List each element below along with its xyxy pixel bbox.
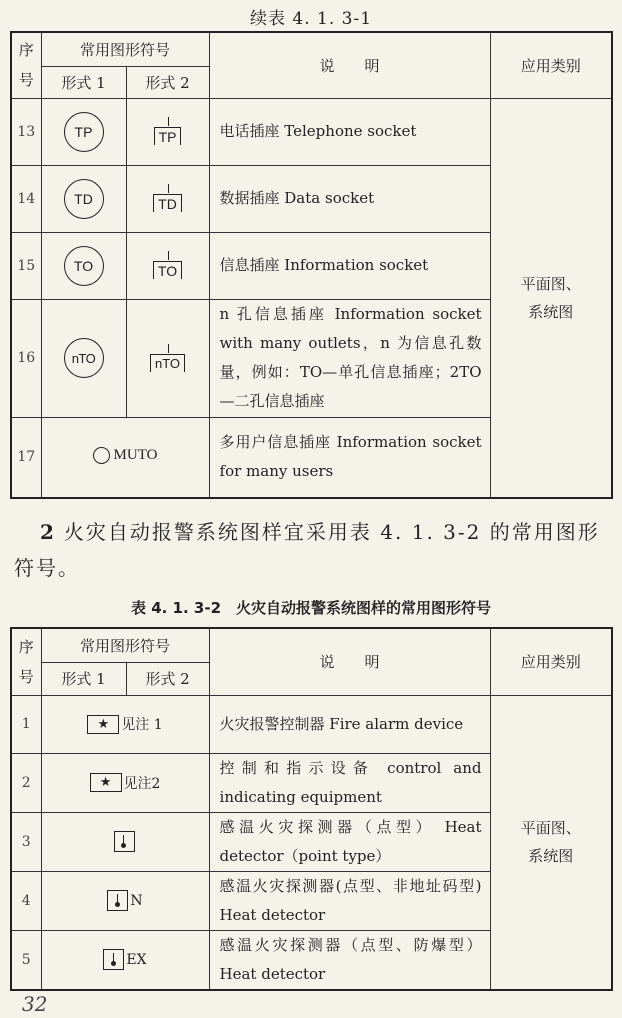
row-description: 数据插座 Data socket	[209, 165, 490, 232]
telephone-socket-symbol-alt: TP	[154, 117, 182, 146]
data-socket-symbol: TD	[64, 179, 104, 219]
row-description: 控制和指示设备 control and indicating equipment	[209, 753, 490, 812]
row-number: 3	[11, 812, 41, 871]
circle-icon	[93, 447, 110, 464]
row-description: 感温火灾探测器（点型） Heat detector（point type）	[209, 812, 490, 871]
telephone-socket-symbol: TP	[64, 112, 104, 152]
header-seq: 序号	[11, 32, 41, 98]
row-number: 16	[11, 299, 41, 417]
category-cell: 平面图、系统图	[490, 695, 612, 990]
data-socket-symbol-alt: TD	[153, 184, 182, 213]
row-description: n 孔信息插座 Information socket with many outlets，n 为信息孔数量，例如：TO—单孔信息插座；2TO—二孔信息插座	[209, 299, 490, 417]
header-form1: 形式 1	[41, 66, 126, 98]
row-number: 5	[11, 930, 41, 990]
multi-outlet-socket-symbol-alt: nTO	[150, 344, 185, 372]
header-form2: 形式 2	[126, 66, 209, 98]
table-row	[11, 98, 612, 165]
row-description: 火灾报警控制器 Fire alarm device	[209, 695, 490, 753]
thermometer-icon	[107, 890, 128, 911]
control-indicating-equipment-symbol: ★ 见注2	[90, 773, 161, 793]
row-number: 17	[11, 417, 41, 498]
fire-alarm-device-symbol: ★ 见注 1	[87, 714, 162, 734]
header-common-symbol: 常用图形符号	[41, 32, 209, 66]
multi-outlet-socket-symbol: nTO	[64, 338, 104, 378]
row-description: 感温火灾探测器（点型、防爆型） Heat detector	[209, 930, 490, 990]
star-icon: ★	[87, 715, 119, 734]
header-category: 应用类别	[490, 32, 612, 98]
row-description: 感温火灾探测器(点型、非地址码型) Heat detector	[209, 871, 490, 930]
header-form2: 形式 2	[126, 662, 209, 695]
row-number: 4	[11, 871, 41, 930]
table-4-1-3-2	[10, 627, 613, 991]
heat-detector-explosion-proof-symbol: EX	[103, 949, 146, 970]
information-socket-symbol: TO	[64, 246, 104, 286]
heat-detector-symbol	[114, 831, 137, 852]
header-common-symbol: 常用图形符号	[41, 628, 209, 662]
header-description: 说 明	[209, 32, 490, 98]
thermometer-icon	[114, 831, 135, 852]
row-description: 信息插座 Information socket	[209, 232, 490, 299]
category-cell: 平面图、系统图	[490, 98, 612, 498]
table-caption-continued: 续表 4. 1. 3-1	[249, 9, 373, 29]
header-description: 说 明	[209, 628, 490, 695]
information-socket-symbol-alt: TO	[153, 251, 182, 280]
row-description: 电话插座 Telephone socket	[209, 98, 490, 165]
star-icon: ★	[90, 773, 122, 792]
multi-user-socket-symbol: MUTO	[93, 447, 158, 464]
header-form1: 形式 1	[41, 662, 126, 695]
row-number: 1	[11, 695, 41, 753]
row-description: 多用户信息插座 Information socket for many users	[209, 417, 490, 498]
row-number: 15	[11, 232, 41, 299]
row-number: 14	[11, 165, 41, 232]
header-seq: 序号	[11, 628, 41, 695]
heat-detector-non-addressable-symbol: N	[107, 890, 142, 911]
table-caption: 表 4. 1. 3-2 火灾自动报警系统图样的常用图形符号	[130, 599, 492, 617]
row-number: 13	[11, 98, 41, 165]
table-row	[11, 695, 612, 753]
row-number: 2	[11, 753, 41, 812]
page-number: 32	[22, 992, 48, 1016]
body-paragraph: 2 火灾自动报警系统图样宜采用表 4. 1. 3-2 的常用图形符号。	[14, 520, 600, 580]
thermometer-icon	[103, 949, 124, 970]
header-category: 应用类别	[490, 628, 612, 695]
table-4-1-3-1-continued	[10, 31, 613, 499]
